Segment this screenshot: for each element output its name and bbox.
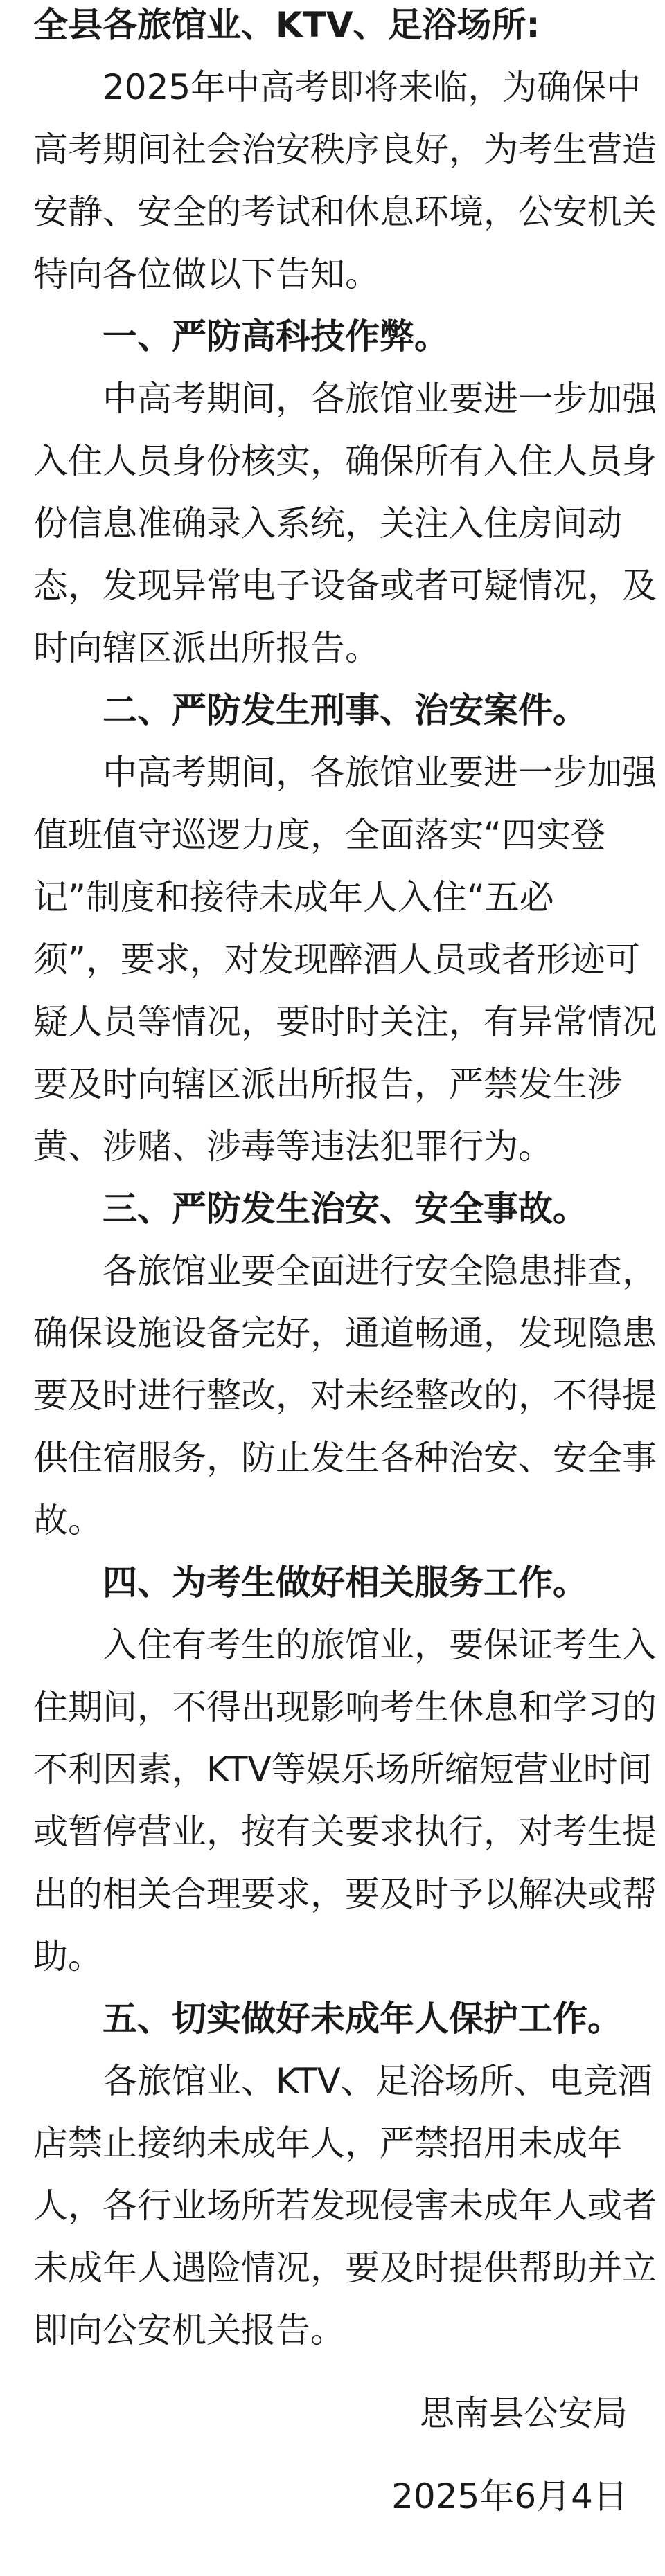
paragraph-line: 份信息准确录入系统，关注入住房间动	[33, 503, 622, 543]
issue-date: 2025年6月4日	[391, 2476, 628, 2516]
paragraph-line: 中高考期间，各旅馆业要进一步加强	[103, 753, 657, 793]
paragraph-line: 记”制度和接待未成年人入住“五必	[33, 877, 554, 917]
paragraph-line: 须”，要求，对发现醉酒人员或者形迹可	[33, 939, 640, 980]
paragraph-line: 安静、安全的考试和休息环境，公安机关	[33, 192, 657, 232]
paragraph-line: 时向辖区派出所报告。	[33, 628, 380, 668]
section-heading-2: 二、严防发生刑事、治安案件。	[103, 690, 587, 730]
paragraph-line: 特向各位做以下告知。	[33, 254, 380, 294]
paragraph-line: 店禁止接纳未成年人，严禁招用未成年	[33, 2123, 622, 2163]
paragraph-line: 或暂停营业，按有关要求执行，对考生提	[33, 1812, 657, 1852]
paragraph-line: 故。	[33, 1500, 103, 1540]
section-heading-3: 三、严防发生治安、安全事故。	[103, 1189, 587, 1229]
paragraph-line: 住期间，不得出现影响考生休息和学习的	[33, 1687, 657, 1727]
section-heading-1: 一、严防高科技作弊。	[103, 316, 449, 357]
paragraph-line: 确保设施设备完好，通道畅通，发现隐患	[33, 1313, 657, 1353]
paragraph-line: 人，各行业场所若发现侵害未成年人或者	[33, 2186, 657, 2226]
paragraph-line: 值班值守巡逻力度，全面落实“四实登	[33, 815, 605, 855]
issuer-signature: 思南县公安局	[420, 2393, 628, 2433]
paragraph-line: 入住人员身份核实，确保所有入住人员身	[33, 441, 657, 481]
paragraph-line: 各旅馆业要全面进行安全隐患排查，	[103, 1251, 657, 1291]
section-heading-5: 五、切实做好未成年人保护工作。	[103, 1999, 622, 2039]
paragraph-line: 要及时进行整改，对未经整改的，不得提	[33, 1376, 657, 1416]
section-heading-4: 四、为考生做好相关服务工作。	[103, 1562, 587, 1603]
paragraph-line: 不利因素，KTV等娱乐场所缩短营业时间	[33, 1749, 653, 1790]
paragraph-line: 供住宿服务，防止发生各种治安、安全事	[33, 1438, 657, 1478]
paragraph-line: 各旅馆业、KTV、足浴场所、电竞酒	[103, 2061, 653, 2101]
paragraph-line: 未成年人遇险情况，要及时提供帮助并立	[33, 2248, 657, 2288]
paragraph-line: 2025年中高考即将来临，为确保中	[103, 67, 641, 107]
paragraph-line: 入住有考生的旅馆业，要保证考生入	[103, 1625, 657, 1665]
paragraph-line: 高考期间社会治安秩序良好，为考生营造	[33, 129, 657, 170]
salutation: 全县各旅馆业、KTV、足浴场所:	[33, 5, 540, 45]
paragraph-line: 黄、涉赌、涉毒等违法犯罪行为。	[33, 1126, 553, 1167]
paragraph-line: 中高考期间，各旅馆业要进一步加强	[103, 379, 657, 419]
paragraph-line: 要及时向辖区派出所报告，严禁发生涉	[33, 1064, 622, 1104]
paragraph-line: 助。	[33, 1936, 103, 1976]
paragraph-line: 疑人员等情况，要时时关注，有异常情况	[33, 1002, 657, 1042]
paragraph-line: 即向公安机关报告。	[33, 2310, 345, 2350]
paragraph-line: 出的相关合理要求，要及时予以解决或帮	[33, 1874, 657, 1914]
paragraph-line: 态，发现异常电子设备或者可疑情况，及	[33, 566, 657, 606]
